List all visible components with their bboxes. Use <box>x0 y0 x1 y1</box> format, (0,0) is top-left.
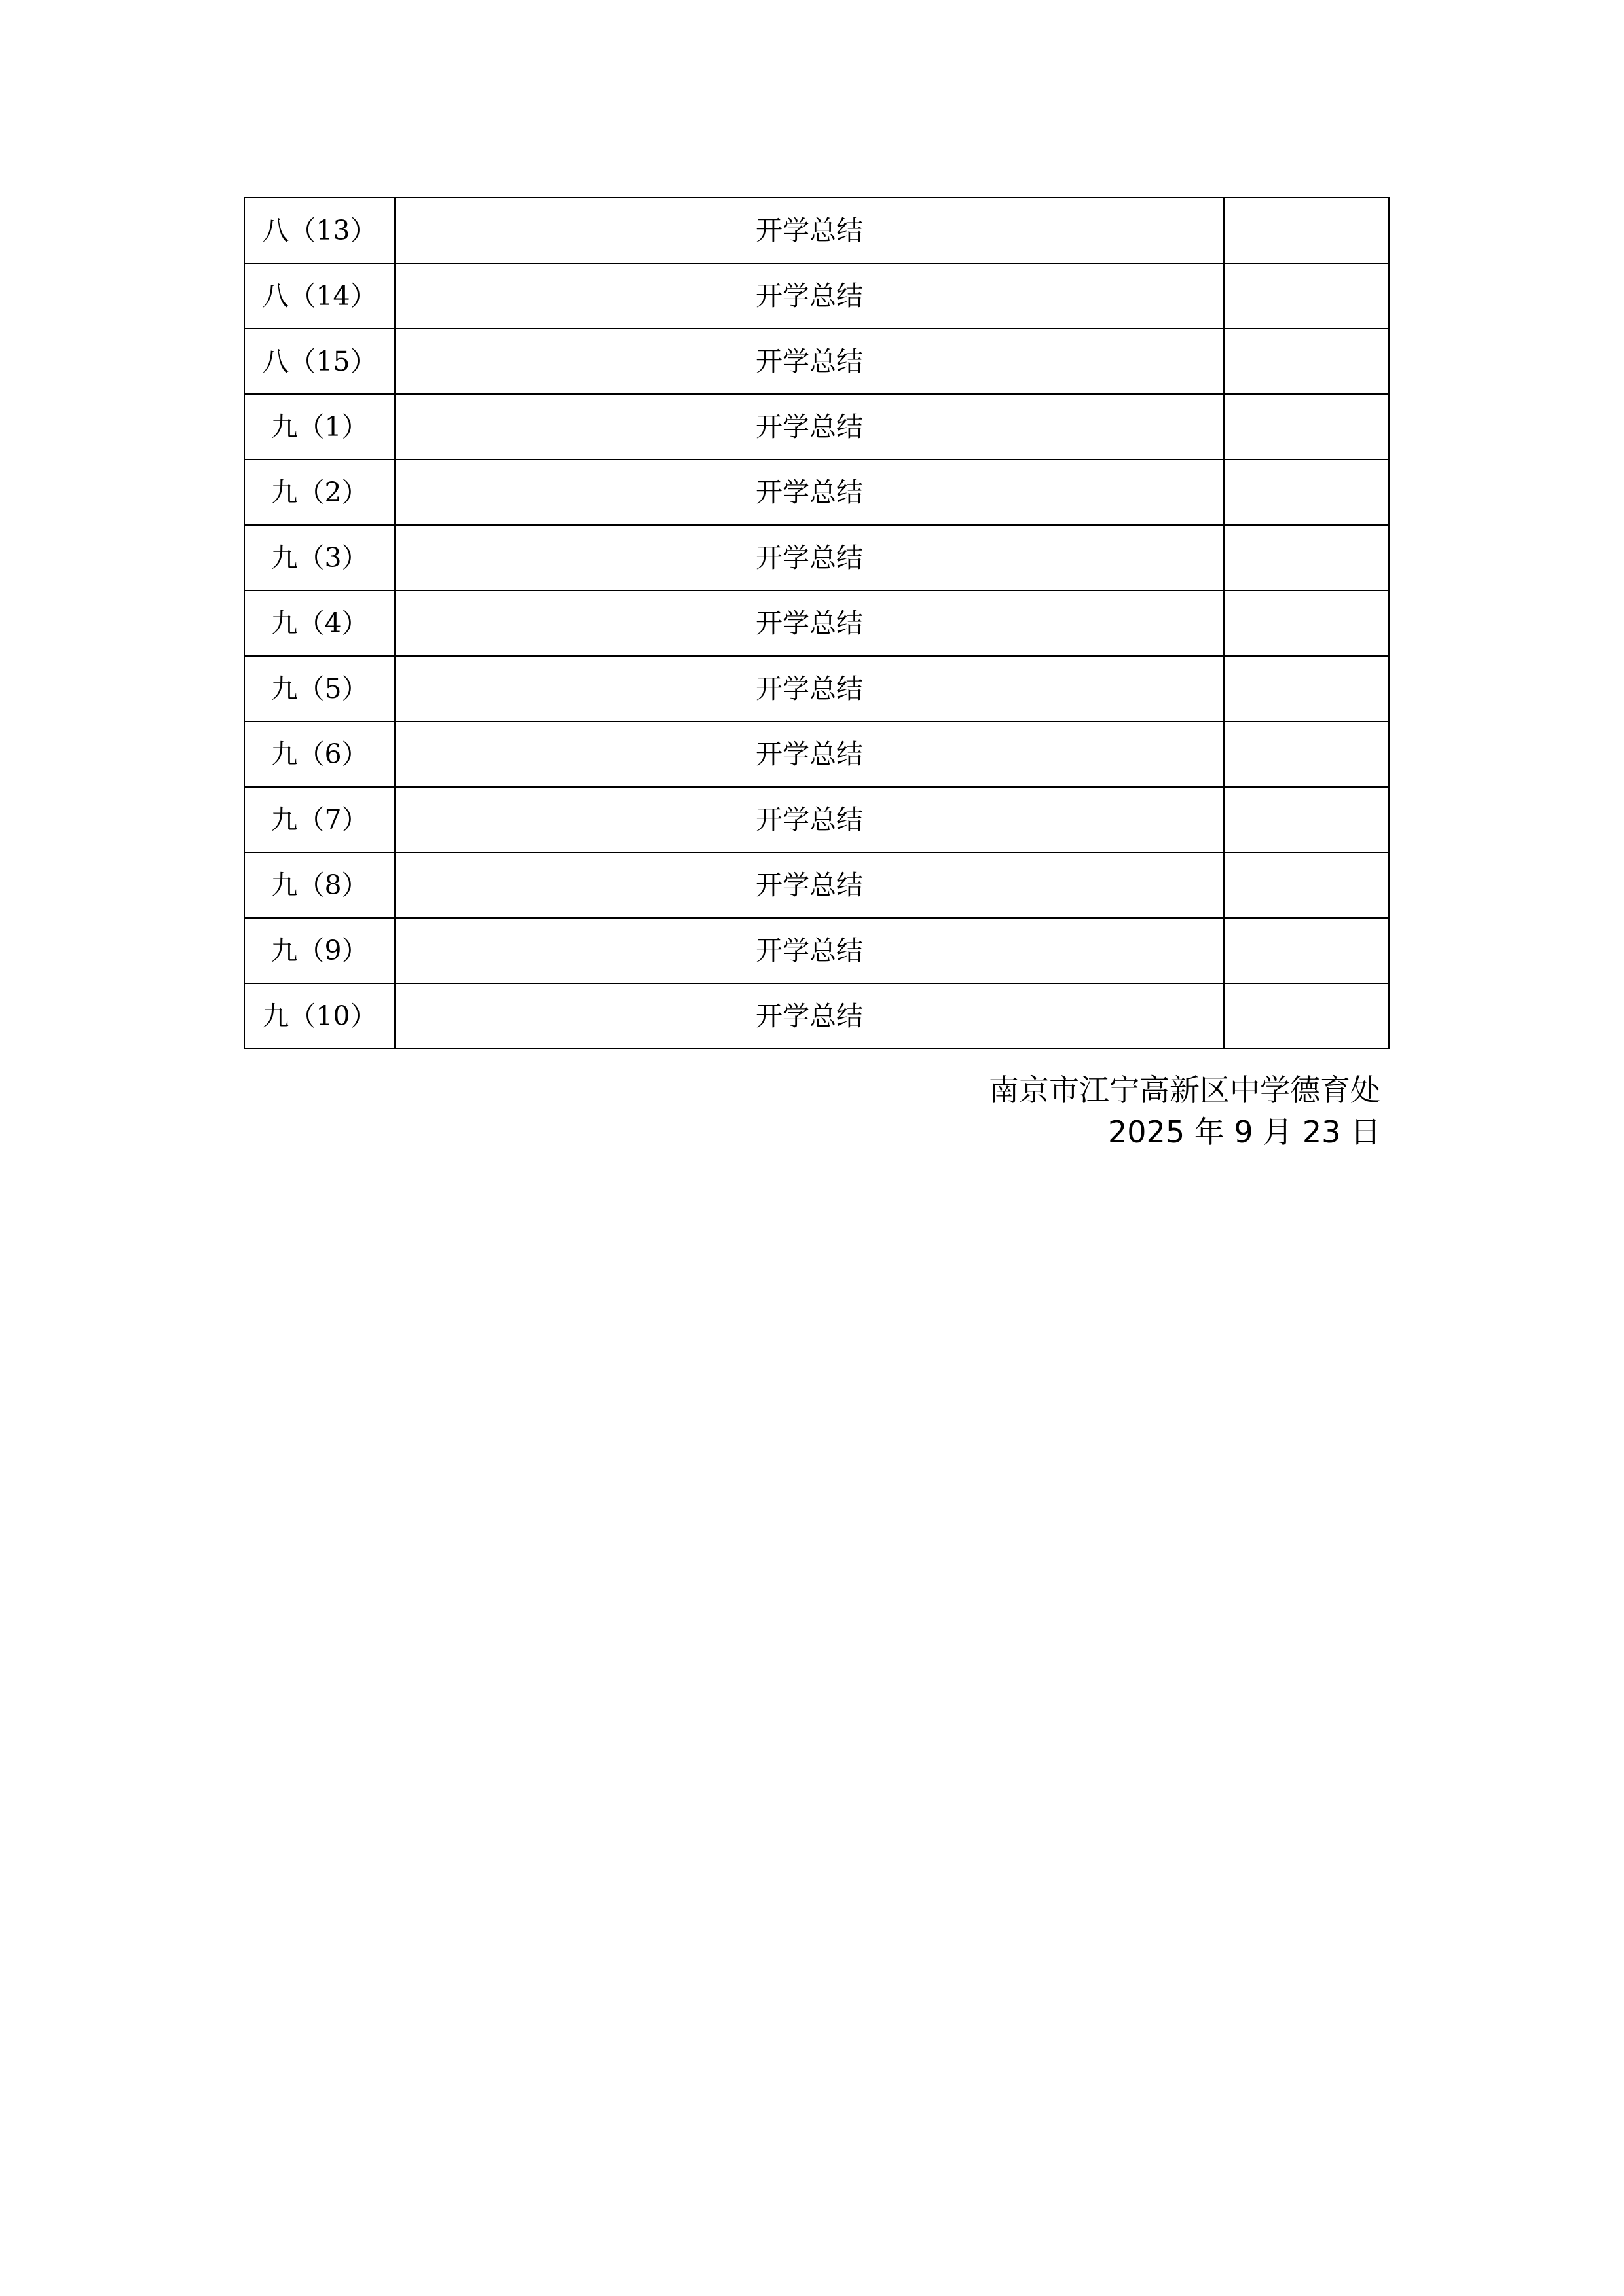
table-row <box>244 525 1389 591</box>
note-cell <box>1224 656 1389 721</box>
content-cell: 开学总结 <box>395 329 1224 394</box>
note-cell <box>1224 525 1389 591</box>
class-cell: 八（13） <box>244 198 395 263</box>
class-cell: 九（5） <box>244 656 395 721</box>
content-cell: 开学总结 <box>395 787 1224 852</box>
class-cell: 九（9） <box>244 918 395 983</box>
note-cell <box>1224 983 1389 1049</box>
content-cell: 开学总结 <box>395 721 1224 787</box>
class-cell: 九（8） <box>244 852 395 918</box>
content-cell: 开学总结 <box>395 394 1224 460</box>
table-row <box>244 656 1389 721</box>
content-cell: 开学总结 <box>395 591 1224 656</box>
content-cell: 开学总结 <box>395 525 1224 591</box>
content-cell: 开学总结 <box>395 460 1224 525</box>
table-row <box>244 983 1389 1049</box>
table-row <box>244 591 1389 656</box>
note-cell <box>1224 460 1389 525</box>
table-row <box>244 394 1389 460</box>
note-cell <box>1224 918 1389 983</box>
class-summary-table <box>244 197 1390 1049</box>
content-cell: 开学总结 <box>395 263 1224 329</box>
class-cell: 九（3） <box>244 525 395 591</box>
class-cell: 九（1） <box>244 394 395 460</box>
table-row <box>244 787 1389 852</box>
class-cell: 九（4） <box>244 591 395 656</box>
signature-date: 2025 年 9 月 23 日 <box>1108 1114 1380 1150</box>
note-cell <box>1224 329 1389 394</box>
table-row <box>244 852 1389 918</box>
note-cell <box>1224 394 1389 460</box>
content-cell: 开学总结 <box>395 918 1224 983</box>
class-cell: 九（2） <box>244 460 395 525</box>
table-row <box>244 263 1389 329</box>
table-row <box>244 329 1389 394</box>
note-cell <box>1224 787 1389 852</box>
note-cell <box>1224 591 1389 656</box>
content-cell: 开学总结 <box>395 656 1224 721</box>
signature-organization: 南京市江宁高新区中学德育处 <box>989 1072 1380 1108</box>
class-cell: 九（10） <box>244 983 395 1049</box>
content-cell: 开学总结 <box>395 198 1224 263</box>
note-cell <box>1224 198 1389 263</box>
content-cell: 开学总结 <box>395 983 1224 1049</box>
note-cell <box>1224 852 1389 918</box>
note-cell <box>1224 721 1389 787</box>
class-cell: 八（15） <box>244 329 395 394</box>
table-row <box>244 460 1389 525</box>
table-row <box>244 721 1389 787</box>
class-cell: 八（14） <box>244 263 395 329</box>
class-cell: 九（7） <box>244 787 395 852</box>
table-row <box>244 198 1389 263</box>
content-cell: 开学总结 <box>395 852 1224 918</box>
class-cell: 九（6） <box>244 721 395 787</box>
note-cell <box>1224 263 1389 329</box>
table-row <box>244 918 1389 983</box>
